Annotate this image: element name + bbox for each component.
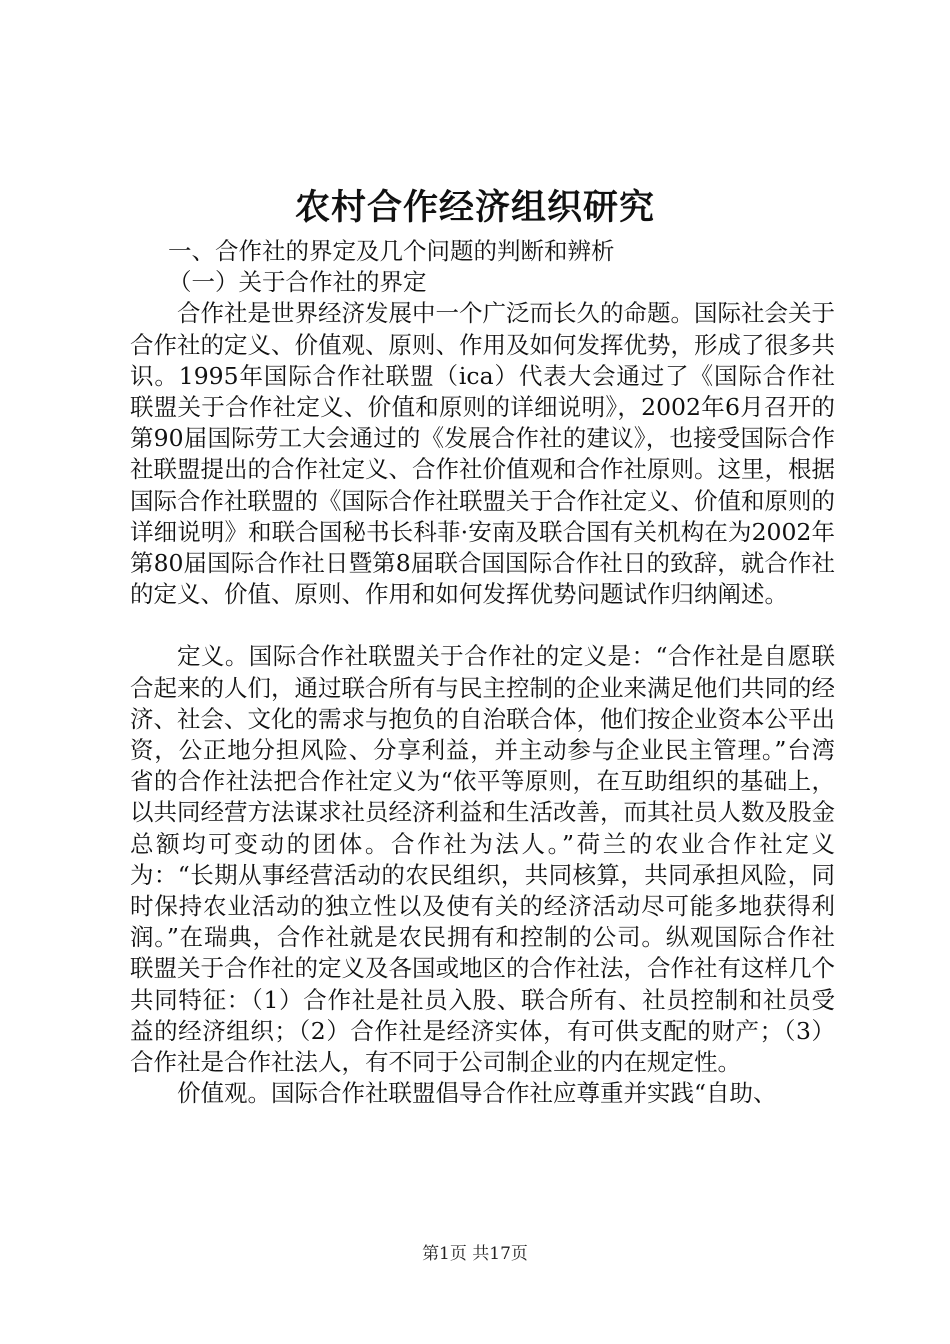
page-footer: 第1页 共17页 — [422, 1244, 528, 1264]
paragraph-gap — [130, 610, 835, 641]
document-title: 农村合作经济组织研究 — [294, 188, 655, 228]
paragraph-values: 价值观。国际合作社联盟倡导合作社应尊重并实践“自助、 — [177, 1079, 777, 1108]
subsection-heading: （一）关于合作社的界定 — [168, 268, 427, 297]
paragraph-definition: 定义。国际合作社联盟关于合作社的定义是：“合作社是自愿联合起来的人们，通过联合所有与民主控制的企业来满足他们共同的经济、社会、文化的需求与抱负的自治联合体，他们按企业资本公平出资，公正地分担风险、分享利益，并主动参与企业民主管理。”台湾省的合作社法把合作社定义为“依平等原则，在互助组织的基础上，以共同经营方法谋求社员经济利益和生活改善，而其社员人数及股金总额均可变动的团体。合作社为法人。”荷兰的农业合作社定义为：“长期从事经营活动的农民组织，共同核算，共同承担风险，同时保持农业活动的独立性以及使有关的经济活动尽可能多地获得利润。”在瑞典，合作社就是农民拥有和控制的公司。纵观国际合作社联盟关于合作社的定义及各国或地区的合作社法，合作社有这样几个共同特征：（1）合作社是社员入股、联合所有、社员控制和社员受益的经济组织；（2）合作社是经济实体，有可供支配的财产；（3）合作社是合作社法人，有不同于公司制企业的内在规定性。 — [130, 642, 835, 1077]
document-body — [130, 236, 835, 1109]
section-heading: 一、合作社的界定及几个问题的判断和辨析 — [168, 237, 615, 265]
paragraph-intro: 合作社是世界经济发展中一个广泛而长久的命题。国际社会关于合作社的定义、价值观、原则、作用及如何发挥优势，形成了很多共识。1995年国际合作社联盟（ica）代表大会通过了《国际合作社联盟关于合作社定义、价值和原则的详细说明》，2002年6月召开的第90届国际劳工大会通过的《发展合作社的建议》，也接受国际合作社联盟提出的合作社定义、合作社价值观和合作社原则。这里，根据国际合作社联盟的《国际合作社联盟关于合作社定义、价值和原则的详细说明》和联合国秘书长科菲·安南及联合国有关机构在为2002年第80届国际合作社日暨第8届联合国国际合作社日的致辞，就合作社的定义、价值、原则、作用和如何发挥优势问题试作归纳阐述。 — [130, 299, 835, 609]
